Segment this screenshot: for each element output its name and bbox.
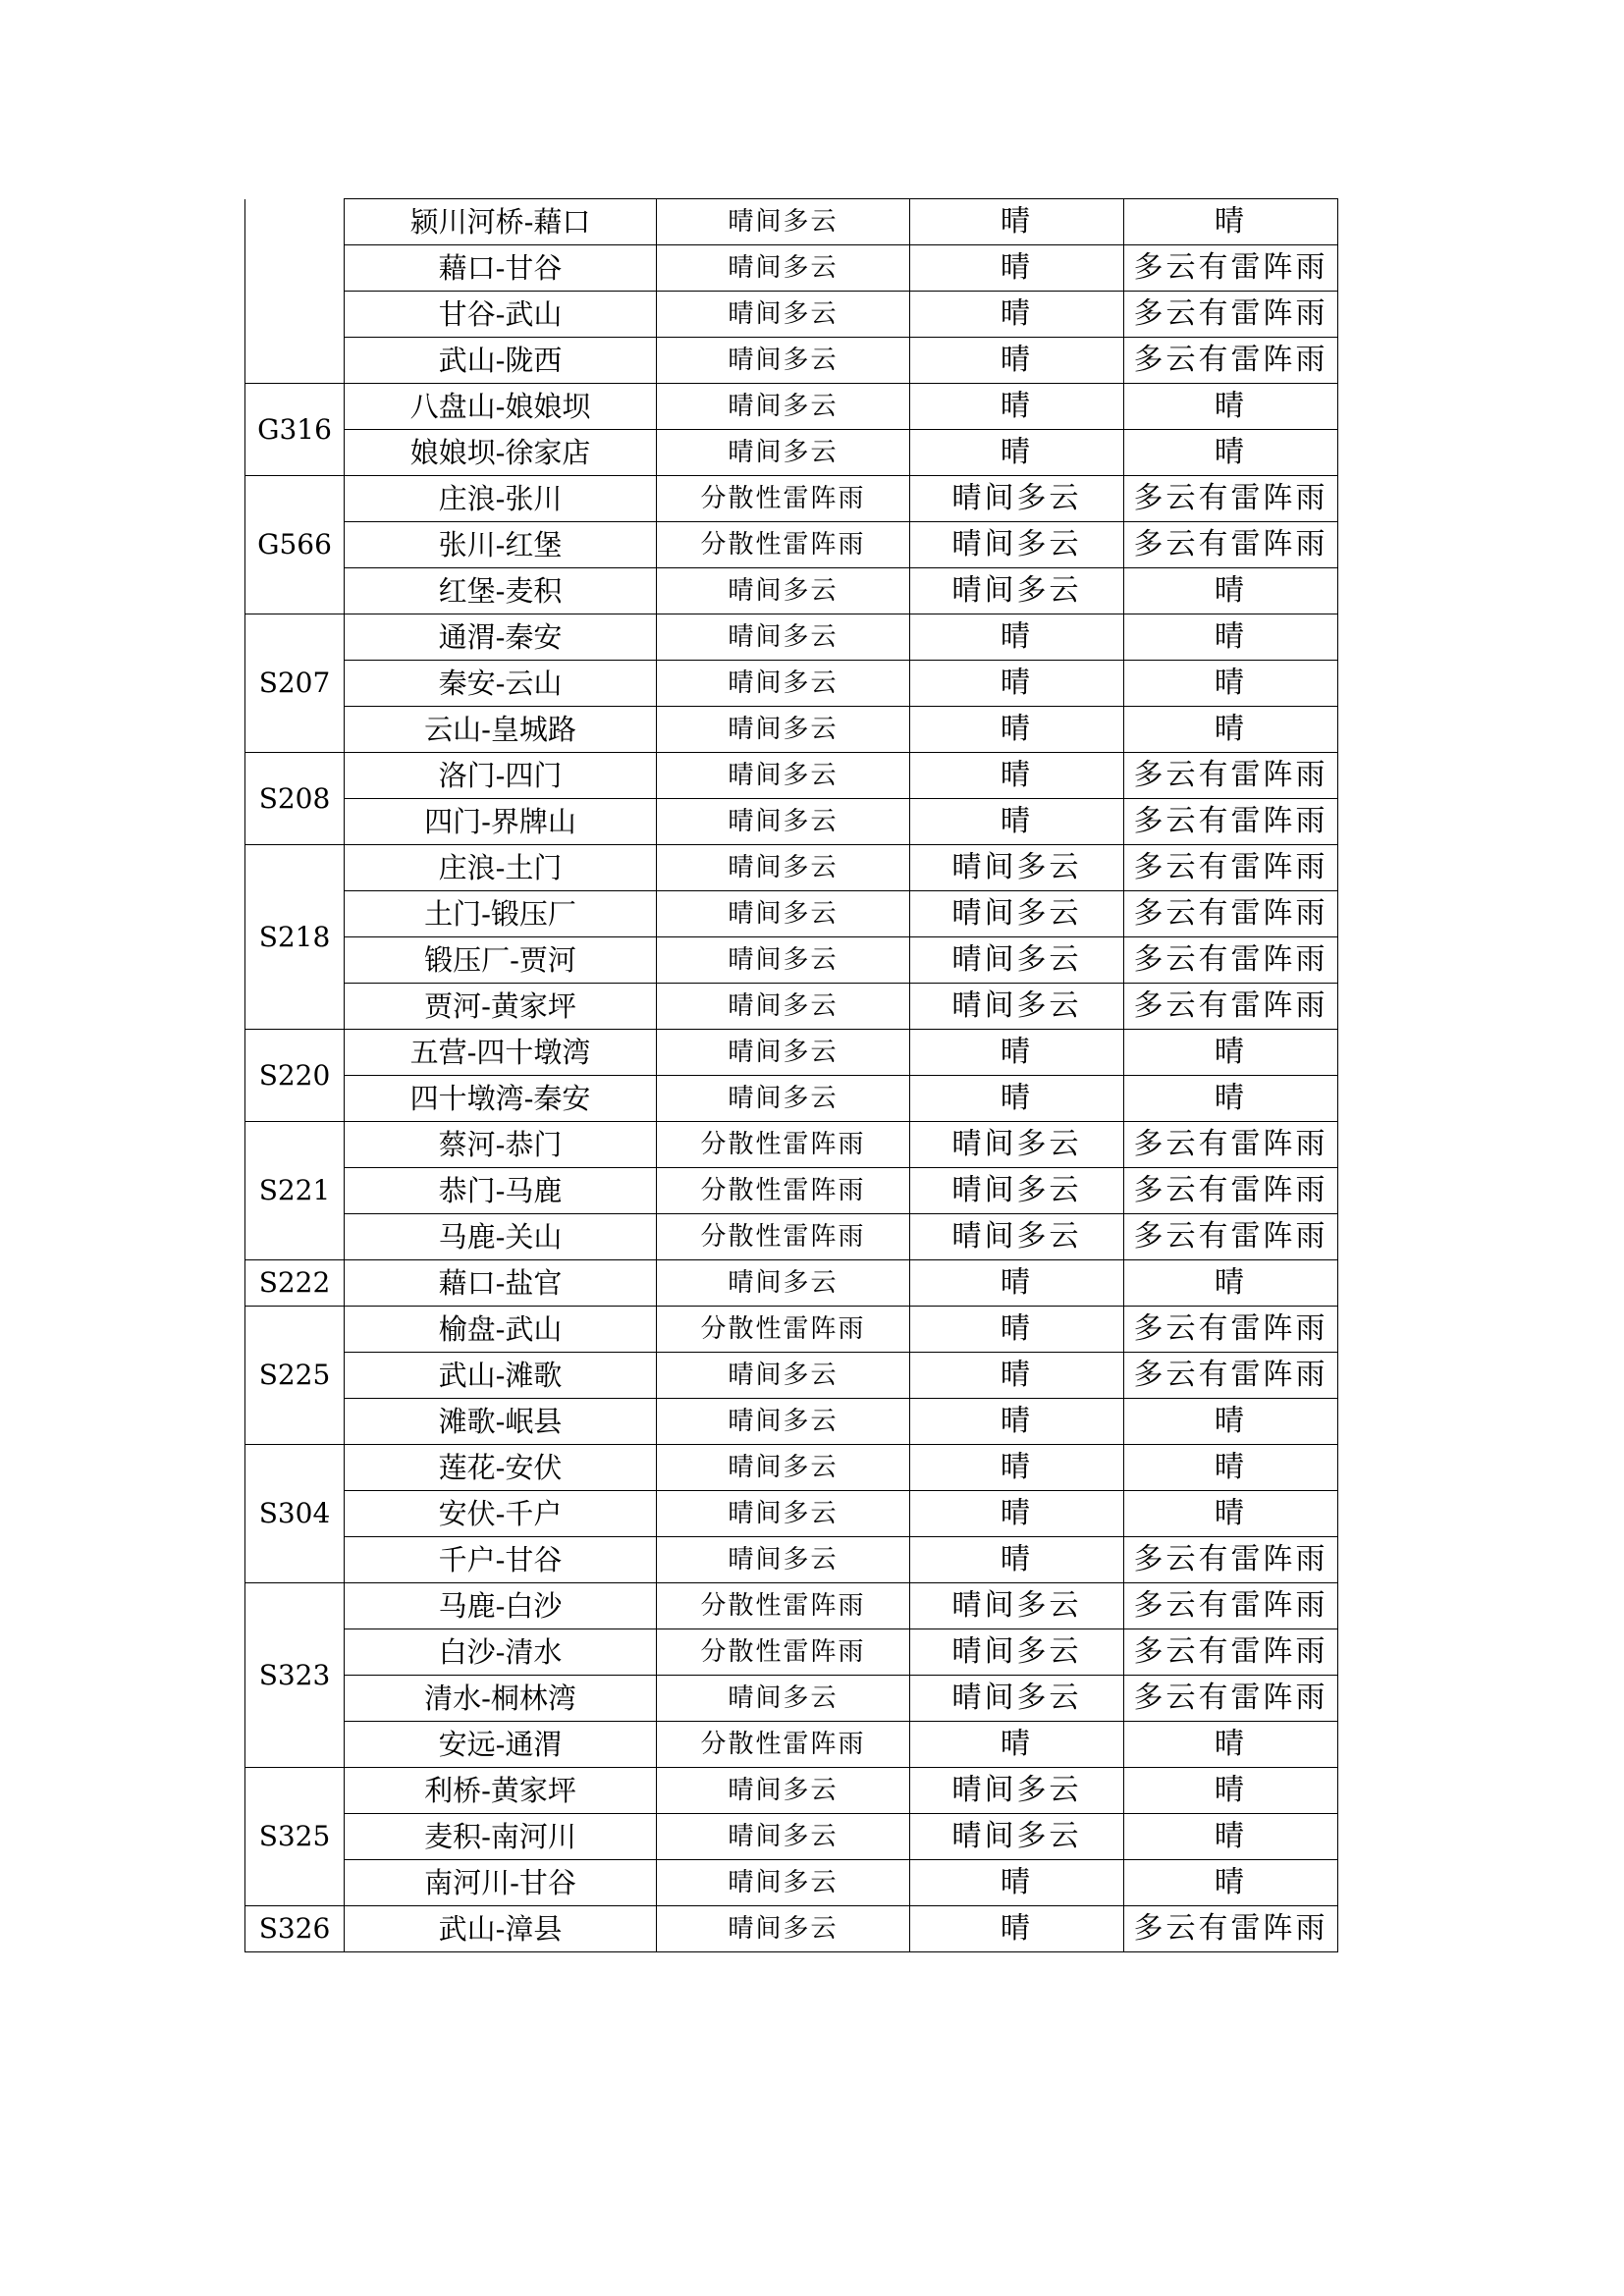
weather-day3: 多云有雷阵雨: [1124, 1122, 1338, 1168]
weather-day2: 晴间多云: [910, 1583, 1124, 1629]
weather-day1: 晴间多云: [657, 1260, 910, 1307]
segment-name: 秦安-云山: [345, 661, 657, 707]
road-code: G316: [245, 384, 345, 476]
table-row: [245, 661, 1338, 707]
weather-day1: 分散性雷阵雨: [657, 1307, 910, 1353]
segment-name: 四十墩湾-秦安: [345, 1076, 657, 1122]
weather-day2: 晴: [910, 292, 1124, 338]
weather-day3: 多云有雷阵雨: [1124, 245, 1338, 292]
weather-day1: 晴间多云: [657, 1491, 910, 1537]
weather-day1: 晴间多云: [657, 338, 910, 384]
segment-name: 藉口-甘谷: [345, 245, 657, 292]
weather-day3: 晴: [1124, 1860, 1338, 1906]
weather-day3: 晴: [1124, 1814, 1338, 1860]
weather-day3: 晴: [1124, 661, 1338, 707]
weather-day2: 晴: [910, 1030, 1124, 1076]
weather-day1: 晴间多云: [657, 568, 910, 614]
weather-day3: 多云有雷阵雨: [1124, 845, 1338, 891]
table-row: [245, 1814, 1338, 1860]
table-row: [245, 1122, 1338, 1168]
weather-day1: 晴间多云: [657, 384, 910, 430]
weather-day2: 晴: [910, 1353, 1124, 1399]
weather-day1: 晴间多云: [657, 614, 910, 661]
table-row: [245, 1030, 1338, 1076]
table-row: [245, 1445, 1338, 1491]
table-row: [245, 1860, 1338, 1906]
weather-day2: 晴间多云: [910, 1676, 1124, 1722]
weather-day1: 晴间多云: [657, 1030, 910, 1076]
table-row: [245, 891, 1338, 937]
table-row: [245, 799, 1338, 845]
segment-name: 土门-锻压厂: [345, 891, 657, 937]
table-row: [245, 1168, 1338, 1214]
road-code: S221: [245, 1122, 345, 1260]
segment-name: 八盘山-娘娘坝: [345, 384, 657, 430]
weather-day1: 晴间多云: [657, 1906, 910, 1952]
weather-day2: 晴: [910, 430, 1124, 476]
weather-day1: 晴间多云: [657, 753, 910, 799]
road-code: S326: [245, 1906, 345, 1952]
weather-day3: 多云有雷阵雨: [1124, 937, 1338, 984]
weather-day1: 分散性雷阵雨: [657, 1168, 910, 1214]
weather-day1: 晴间多云: [657, 292, 910, 338]
segment-name: 云山-皇城路: [345, 707, 657, 753]
segment-name: 莲花-安伏: [345, 1445, 657, 1491]
weather-day3: 晴: [1124, 568, 1338, 614]
weather-day3: 晴: [1124, 384, 1338, 430]
weather-day3: 多云有雷阵雨: [1124, 1353, 1338, 1399]
segment-name: 贾河-黄家坪: [345, 984, 657, 1030]
weather-day1: 分散性雷阵雨: [657, 1214, 910, 1260]
segment-name: 庄浪-张川: [345, 476, 657, 522]
segment-name: 武山-漳县: [345, 1906, 657, 1952]
table-row: [245, 1583, 1338, 1629]
weather-day1: 晴间多云: [657, 937, 910, 984]
weather-day3: 多云有雷阵雨: [1124, 1307, 1338, 1353]
weather-day3: 多云有雷阵雨: [1124, 1676, 1338, 1722]
table-row: [245, 1768, 1338, 1814]
weather-day1: 晴间多云: [657, 661, 910, 707]
table-row: [245, 845, 1338, 891]
weather-day3: 晴: [1124, 1768, 1338, 1814]
table-row: [245, 1214, 1338, 1260]
table-row: [245, 568, 1338, 614]
weather-day3: 多云有雷阵雨: [1124, 338, 1338, 384]
weather-day3: 多云有雷阵雨: [1124, 476, 1338, 522]
weather-day2: 晴间多云: [910, 476, 1124, 522]
table-row: [245, 522, 1338, 568]
table-body: [245, 199, 1338, 1952]
weather-day2: 晴: [910, 1399, 1124, 1445]
weather-day2: 晴: [910, 199, 1124, 245]
table-row: [245, 1906, 1338, 1952]
weather-day2: 晴: [910, 707, 1124, 753]
weather-day2: 晴间多云: [910, 937, 1124, 984]
table-row: [245, 707, 1338, 753]
road-code: S323: [245, 1583, 345, 1768]
weather-day1: 分散性雷阵雨: [657, 1583, 910, 1629]
weather-day2: 晴间多云: [910, 1768, 1124, 1814]
weather-day1: 晴间多云: [657, 1768, 910, 1814]
weather-day2: 晴间多云: [910, 1168, 1124, 1214]
weather-day3: 多云有雷阵雨: [1124, 1629, 1338, 1676]
table-row: [245, 1676, 1338, 1722]
weather-day1: 晴间多云: [657, 1537, 910, 1583]
segment-name: 庄浪-土门: [345, 845, 657, 891]
weather-day3: 多云有雷阵雨: [1124, 753, 1338, 799]
weather-day2: 晴: [910, 338, 1124, 384]
segment-name: 甘谷-武山: [345, 292, 657, 338]
weather-day1: 晴间多云: [657, 1860, 910, 1906]
road-code: S208: [245, 753, 345, 845]
weather-day3: 多云有雷阵雨: [1124, 799, 1338, 845]
weather-day2: 晴: [910, 1307, 1124, 1353]
table-row: [245, 199, 1338, 245]
weather-day3: 多云有雷阵雨: [1124, 984, 1338, 1030]
weather-day2: 晴: [910, 384, 1124, 430]
table-row: [245, 384, 1338, 430]
weather-day3: 晴: [1124, 1399, 1338, 1445]
weather-day1: 分散性雷阵雨: [657, 522, 910, 568]
segment-name: 藉口-盐官: [345, 1260, 657, 1307]
table-row: [245, 1260, 1338, 1307]
weather-day3: 晴: [1124, 1260, 1338, 1307]
road-code: S325: [245, 1768, 345, 1906]
segment-name: 榆盘-武山: [345, 1307, 657, 1353]
weather-day2: 晴间多云: [910, 845, 1124, 891]
road-code: S218: [245, 845, 345, 1030]
road-code: [245, 199, 345, 384]
table-row: [245, 1537, 1338, 1583]
weather-day3: 晴: [1124, 707, 1338, 753]
weather-day2: 晴: [910, 614, 1124, 661]
segment-name: 白沙-清水: [345, 1629, 657, 1676]
road-code: S225: [245, 1307, 345, 1445]
weather-day3: 晴: [1124, 1445, 1338, 1491]
segment-name: 张川-红堡: [345, 522, 657, 568]
table-row: [245, 1399, 1338, 1445]
weather-day3: 多云有雷阵雨: [1124, 1168, 1338, 1214]
weather-day1: 晴间多云: [657, 430, 910, 476]
weather-day2: 晴: [910, 1491, 1124, 1537]
table-row: [245, 292, 1338, 338]
table-row: [245, 245, 1338, 292]
road-code: S222: [245, 1260, 345, 1307]
weather-day2: 晴: [910, 245, 1124, 292]
table-row: [245, 1629, 1338, 1676]
weather-day3: 多云有雷阵雨: [1124, 1214, 1338, 1260]
weather-day2: 晴: [910, 1906, 1124, 1952]
segment-name: 颍川河桥-藉口: [345, 199, 657, 245]
weather-day2: 晴: [910, 661, 1124, 707]
weather-day2: 晴间多云: [910, 1122, 1124, 1168]
weather-day2: 晴: [910, 1076, 1124, 1122]
segment-name: 安远-通渭: [345, 1722, 657, 1768]
weather-day3: 晴: [1124, 1491, 1338, 1537]
segment-name: 锻压厂-贾河: [345, 937, 657, 984]
road-code: S207: [245, 614, 345, 753]
weather-day1: 晴间多云: [657, 845, 910, 891]
weather-day2: 晴: [910, 1860, 1124, 1906]
weather-day3: 多云有雷阵雨: [1124, 1906, 1338, 1952]
table-row: [245, 338, 1338, 384]
weather-day1: 晴间多云: [657, 799, 910, 845]
segment-name: 安伏-千户: [345, 1491, 657, 1537]
weather-day1: 晴间多云: [657, 199, 910, 245]
weather-day1: 晴间多云: [657, 1676, 910, 1722]
weather-day1: 晴间多云: [657, 1076, 910, 1122]
segment-name: 千户-甘谷: [345, 1537, 657, 1583]
weather-day1: 晴间多云: [657, 1814, 910, 1860]
weather-day2: 晴间多云: [910, 891, 1124, 937]
weather-day1: 晴间多云: [657, 984, 910, 1030]
segment-name: 洛门-四门: [345, 753, 657, 799]
weather-day1: 晴间多云: [657, 1445, 910, 1491]
weather-day2: 晴: [910, 799, 1124, 845]
segment-name: 蔡河-恭门: [345, 1122, 657, 1168]
segment-name: 五营-四十墩湾: [345, 1030, 657, 1076]
weather-day2: 晴: [910, 1537, 1124, 1583]
table-row: [245, 1307, 1338, 1353]
road-weather-table: [244, 198, 1338, 1952]
weather-day1: 晴间多云: [657, 1399, 910, 1445]
weather-day2: 晴间多云: [910, 1629, 1124, 1676]
table-row: [245, 476, 1338, 522]
weather-day2: 晴间多云: [910, 984, 1124, 1030]
segment-name: 利桥-黄家坪: [345, 1768, 657, 1814]
segment-name: 马鹿-白沙: [345, 1583, 657, 1629]
weather-day3: 多云有雷阵雨: [1124, 891, 1338, 937]
table-row: [245, 937, 1338, 984]
road-code: S220: [245, 1030, 345, 1122]
table-row: [245, 753, 1338, 799]
table-row: [245, 1353, 1338, 1399]
weather-day2: 晴间多云: [910, 1214, 1124, 1260]
segment-name: 四门-界牌山: [345, 799, 657, 845]
weather-day1: 晴间多云: [657, 1353, 910, 1399]
weather-day2: 晴: [910, 1445, 1124, 1491]
weather-day2: 晴: [910, 1722, 1124, 1768]
weather-day3: 晴: [1124, 1030, 1338, 1076]
weather-day2: 晴间多云: [910, 522, 1124, 568]
segment-name: 清水-桐林湾: [345, 1676, 657, 1722]
weather-day3: 晴: [1124, 430, 1338, 476]
table-row: [245, 984, 1338, 1030]
weather-day3: 多云有雷阵雨: [1124, 522, 1338, 568]
weather-day2: 晴间多云: [910, 1814, 1124, 1860]
weather-day3: 多云有雷阵雨: [1124, 292, 1338, 338]
weather-day1: 晴间多云: [657, 891, 910, 937]
weather-day3: 多云有雷阵雨: [1124, 1583, 1338, 1629]
table-row: [245, 614, 1338, 661]
weather-day1: 晴间多云: [657, 707, 910, 753]
road-code: S304: [245, 1445, 345, 1583]
weather-day3: 晴: [1124, 1722, 1338, 1768]
weather-day2: 晴: [910, 753, 1124, 799]
segment-name: 滩歌-岷县: [345, 1399, 657, 1445]
segment-name: 恭门-马鹿: [345, 1168, 657, 1214]
weather-day3: 多云有雷阵雨: [1124, 1537, 1338, 1583]
road-code: G566: [245, 476, 345, 614]
table-row: [245, 1076, 1338, 1122]
table-row: [245, 1722, 1338, 1768]
table-row: [245, 430, 1338, 476]
segment-name: 红堡-麦积: [345, 568, 657, 614]
weather-day3: 晴: [1124, 614, 1338, 661]
weather-day1: 分散性雷阵雨: [657, 1122, 910, 1168]
weather-day3: 晴: [1124, 199, 1338, 245]
segment-name: 马鹿-关山: [345, 1214, 657, 1260]
weather-day1: 分散性雷阵雨: [657, 476, 910, 522]
weather-day1: 晴间多云: [657, 245, 910, 292]
segment-name: 武山-陇西: [345, 338, 657, 384]
weather-day1: 分散性雷阵雨: [657, 1629, 910, 1676]
weather-day2: 晴间多云: [910, 568, 1124, 614]
segment-name: 麦积-南河川: [345, 1814, 657, 1860]
table-row: [245, 1491, 1338, 1537]
weather-day1: 分散性雷阵雨: [657, 1722, 910, 1768]
segment-name: 通渭-秦安: [345, 614, 657, 661]
weather-day2: 晴: [910, 1260, 1124, 1307]
weather-day3: 晴: [1124, 1076, 1338, 1122]
segment-name: 武山-滩歌: [345, 1353, 657, 1399]
segment-name: 南河川-甘谷: [345, 1860, 657, 1906]
segment-name: 娘娘坝-徐家店: [345, 430, 657, 476]
